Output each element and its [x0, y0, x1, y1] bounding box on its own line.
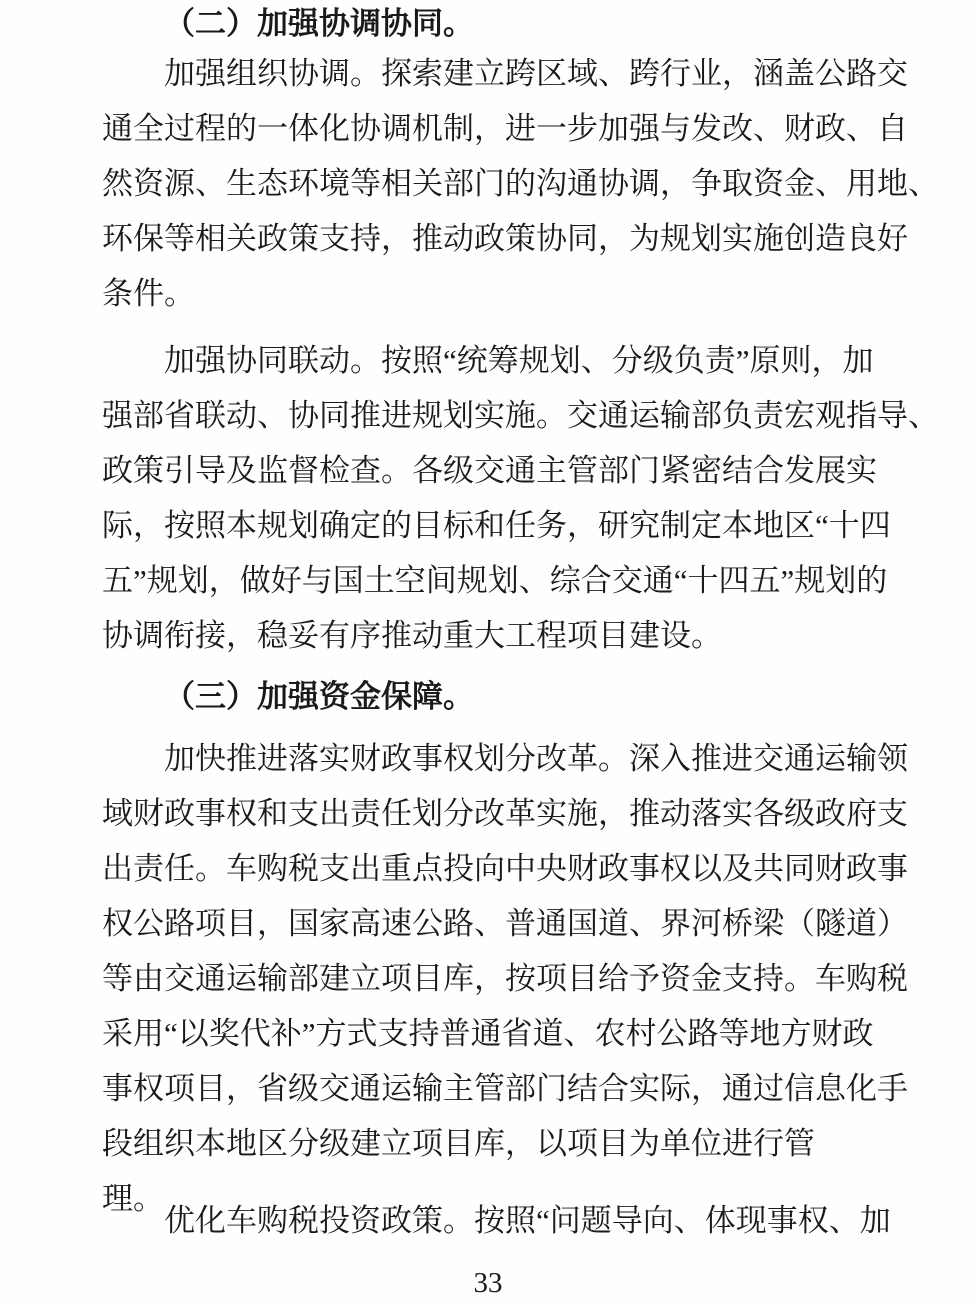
text-line: 通全过程的一体化协调机制，进一步加强与发改、财政、自 [102, 111, 908, 146]
text-line: 优化车购税投资政策。按照“问题导向、体现事权、加 [164, 1203, 891, 1238]
text-line: 条件。 [102, 276, 195, 311]
section-heading-funding: （三）加强资金保障。 [164, 679, 474, 714]
text-line: 然资源、生态环境等相关部门的沟通协调，争取资金、用地、 [102, 166, 939, 201]
page-number: 33 [473, 1267, 503, 1299]
paragraph-joint-linkage [102, 333, 939, 663]
text-line: 采用“以奖代补”方式支持普通省道、农村公路等地方财政 [102, 1016, 874, 1051]
text-line: 出责任。车购税支出重点投向中央财政事权以及共同财政事 [102, 851, 908, 886]
text-line: 强部省联动、协同推进规划实施。交通运输部负责宏观指导、 [102, 398, 939, 433]
text-line: 际，按照本规划确定的目标和任务，研究制定本地区“十四 [102, 508, 891, 543]
text-line: 环保等相关政策支持，推动政策协同，为规划实施创造良好 [102, 221, 908, 256]
text-line: 协调衔接，稳妥有序推动重大工程项目建设。 [102, 618, 722, 653]
text-line: 政策引导及监督检查。各级交通主管部门紧密结合发展实 [102, 453, 877, 488]
text-line: 等由交通运输部建立项目库，按项目给予资金支持。车购税 [102, 961, 908, 996]
text-line: 权公路项目，国家高速公路、普通国道、界河桥梁（隧道） [102, 906, 908, 941]
text-line: 加强组织协调。探索建立跨区域、跨行业，涵盖公路交 [164, 56, 908, 91]
text-line: 域财政事权和支出责任划分改革实施，推动落实各级政府支 [102, 796, 908, 831]
paragraph-fiscal-reform [102, 731, 908, 1216]
text-line: 事权项目，省级交通运输主管部门结合实际，通过信息化手 [102, 1071, 908, 1106]
text-line: 五”规划，做好与国土空间规划、综合交通“十四五”规划的 [102, 563, 888, 598]
text-line: 加快推进落实财政事权划分改革。深入推进交通运输领 [164, 741, 908, 776]
paragraph-tax-investment-policy [102, 1193, 891, 1248]
text-line: 段组织本地区分级建立项目库，以项目为单位进行管理。 [102, 1126, 815, 1216]
section-heading-coordination: （二）加强协调协同。 [164, 6, 474, 41]
paragraph-organizational-coordination [102, 46, 939, 321]
text-line: 加强协同联动。按照“统筹规划、分级负责”原则，加 [164, 343, 874, 378]
